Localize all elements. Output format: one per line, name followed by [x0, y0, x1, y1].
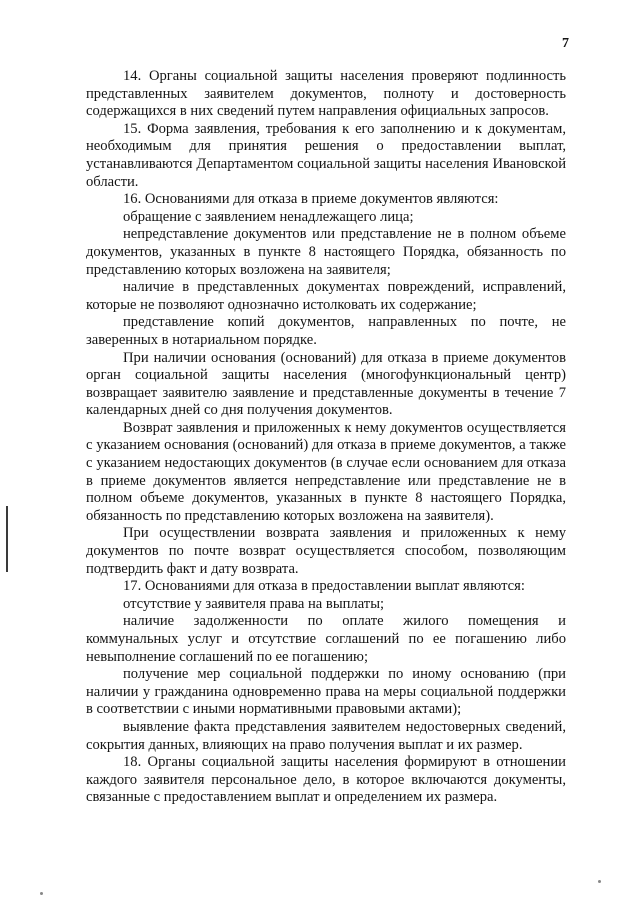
paragraph-14: 14. Органы социальной защиты населения проверяют подлинность представленных заявителем документов, полноту и достоверность содержащихся в них сведений путем направления официальных запросов. [86, 68, 566, 120]
list-item-17-2: наличие задолженности по оплате жилого помещения и коммунальных услуг и отсутствие соглашений по ее погашению либо невыполнение соглашений по ее погашению; [86, 613, 566, 665]
paragraph-16-heading: 16. Основаниями для отказа в приеме документов являются: [123, 191, 499, 208]
page-number: 7 [562, 36, 569, 51]
paragraph-15: 15. Форма заявления, требования к его заполнению и к документам, необходимым для принятия решения о предоставлении выплат, устанавливаются Департаментом социальной защиты населения Ивановской области. [86, 120, 566, 190]
list-item-17-4: выявление факта представления заявителем недостоверных сведений, сокрытия данных, влияющих на право получения выплат и их размер. [86, 718, 566, 753]
paragraph-return-details: Возврат заявления и приложенных к нему документов осуществляется с указанием основания (оснований) для отказа в приеме документов, а также с указанием недостающих документов (в случае если основанием для отказа в приеме документов является непредставление или представление не в полном объеме документов, указанных в пункте 8 настоящего Порядка, обязанность по представлению которых возложена на заявителя). [86, 419, 566, 524]
document-body [86, 68, 566, 807]
paragraph-refusal-return: При наличии основания (оснований) для отказа в приеме документов орган социальной защиты населения (многофункциональный центр) возвращает заявителю заявление и представленные документы в течение 7 календарных дней со дня получения документов. [86, 349, 566, 419]
list-item-16-3: наличие в представленных документах повреждений, исправлений, которые не позволяют однозначно истолковать их содержание; [86, 279, 566, 313]
paragraph-18: 18. Органы социальной защиты населения формируют в отношении каждого заявителя персональное дело, в которое включаются документы, связанные с предоставлением выплат и определением их размера. [86, 754, 566, 806]
list-item-16-1: обращение с заявлением ненадлежащего лица; [123, 208, 414, 225]
scan-speck [598, 880, 601, 883]
paragraph-postal-return: При осуществлении возврата заявления и приложенных к нему документов по почте возврат осуществляется способом, позволяющим подтвердить факт и дату возврата. [86, 525, 566, 577]
margin-scan-mark [6, 506, 8, 572]
scan-speck [40, 892, 43, 895]
paragraph-17-heading: 17. Основаниями для отказа в предоставлении выплат являются: [123, 578, 525, 595]
list-item-16-2: непредставление документов или представление не в полном объеме документов, указанных в пункте 8 настоящего Порядка, обязанность по представлению которых возложена на заявителя; [86, 226, 566, 278]
list-item-16-4: представление копий документов, направленных по почте, не заверенных в нотариальном порядке. [86, 314, 566, 348]
list-item-17-1: отсутствие у заявителя права на выплаты; [123, 595, 385, 612]
list-item-17-3: получение мер социальной поддержки по иному основанию (при наличии у гражданина одновременно права на меры социальной поддержки в соответствии с иными нормативными правовыми актами); [86, 666, 566, 718]
